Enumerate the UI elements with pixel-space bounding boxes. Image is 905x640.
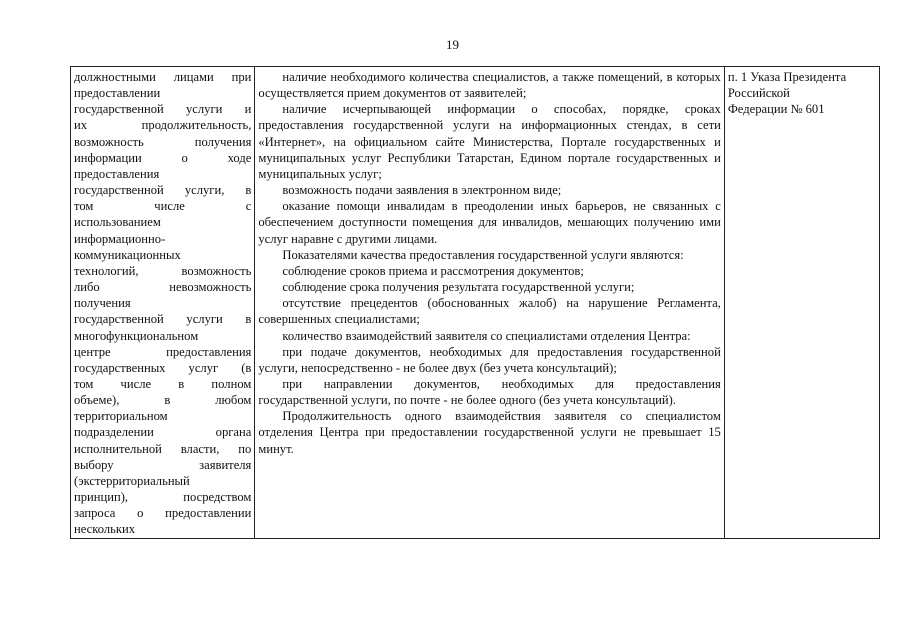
description-paragraph: соблюдение срока получения результата государственной услуги; (282, 280, 635, 295)
reference-text-line: Российской (727, 86, 790, 101)
indicator-text-line: их продолжительность, (74, 118, 252, 133)
indicator-text-line: коммуникационных (74, 247, 181, 262)
indicator-text-line: нескольких (74, 522, 136, 537)
description-paragraph: возможность подачи заявления в электронном виде; (282, 183, 562, 198)
indicator-text-line: государственной услуги и (74, 102, 252, 117)
indicator-text-line: многофункциональном (74, 328, 199, 343)
indicator-text-line: получения (74, 296, 131, 311)
indicator-name-cell (71, 67, 255, 539)
indicator-text-line: государственной услуги в (74, 312, 252, 327)
indicator-text-line: территориальном (74, 409, 168, 424)
indicator-text-line: выбору заявителя (74, 457, 252, 472)
description-paragraph: наличие исчерпывающей информации о способах, порядке, сроках предоставления государственной услуги на информационных стендах, в сети «Интернет», на официальном сайте Министерства, Портале государственных и муниципальных услуг Республики Татарстан, Едином портале государственных и муниципальных услуг; (258, 102, 721, 181)
indicator-text-line: возможность получения (74, 134, 252, 149)
table-row (71, 67, 880, 539)
description-paragraph: при направлении документов, необходимых для предоставления государственной услуги, по почте - не более одного (без учета консультаций). (258, 376, 721, 408)
indicator-text-line: исполнительной власти, по (74, 441, 252, 456)
description-paragraph: отсутствие прецедентов (обоснованных жалоб) на нарушение Регламента, совершенных специалистами; (258, 296, 721, 327)
indicator-text-line: подразделении органа (74, 425, 252, 440)
indicator-text-line: государственной услуги, в (74, 183, 252, 198)
indicator-text-line: том числе в полном (74, 376, 252, 391)
indicator-text-line: запроса о предоставлении (74, 506, 252, 521)
description-paragraph: наличие необходимого количества специалистов, а также помещений, в которых осуществляется прием документов от заявителей; (258, 70, 721, 101)
description-paragraph: при подаче документов, необходимых для предоставления государственной услуги, непосредственно - не более двух (без учета консультаций); (258, 344, 721, 375)
reference-text-line: Федерации № 601 (727, 102, 825, 117)
description-paragraph: соблюдение сроков приема и рассмотрения документов; (282, 263, 584, 278)
indicator-text-line: объеме), в любом (74, 393, 252, 408)
indicator-text-line: должностными лицами при (74, 70, 252, 84)
indicator-text-line: (экстерриториальный (74, 473, 190, 488)
description-paragraph: количество взаимодействий заявителя со специалистами отделения Центра: (282, 328, 691, 343)
indicator-text-line: принцип), посредством (74, 490, 252, 505)
indicator-text-line: технологий, возможность (74, 263, 252, 278)
description-paragraph: Показателями качества предоставления государственной услуги являются: (282, 247, 684, 262)
indicator-text-line: информации о ходе (74, 150, 252, 165)
reference-text-line: п. 1 Указа Президента (727, 70, 847, 84)
indicator-text-line: использованием (74, 215, 161, 230)
legal-reference-cell (724, 67, 879, 539)
regulation-table (70, 66, 880, 539)
indicator-text-line: центре предоставления (74, 344, 252, 359)
indicator-text-line: предоставлении (74, 86, 161, 101)
description-paragraph: оказание помощи инвалидам в преодолении иных барьеров, не связанных с обеспечением доступности помещения для инвалидов, мешающих получению ими услуг наравне с другими лицами. (258, 199, 721, 246)
description-paragraph: Продолжительность одного взаимодействия заявителя со специалистом отделения Центра при предоставлении государственной услуги не превышает 15 минут. (258, 409, 721, 456)
indicator-description-cell (255, 67, 724, 539)
indicator-text-line: предоставления (74, 166, 160, 181)
indicator-text-line: информационно- (74, 231, 166, 246)
indicator-text-line: том числе с (74, 199, 252, 214)
indicator-text-line: либо невозможность (74, 280, 252, 295)
page-number: 19 (446, 37, 459, 52)
indicator-text-line: государственных услуг (в (74, 360, 252, 375)
